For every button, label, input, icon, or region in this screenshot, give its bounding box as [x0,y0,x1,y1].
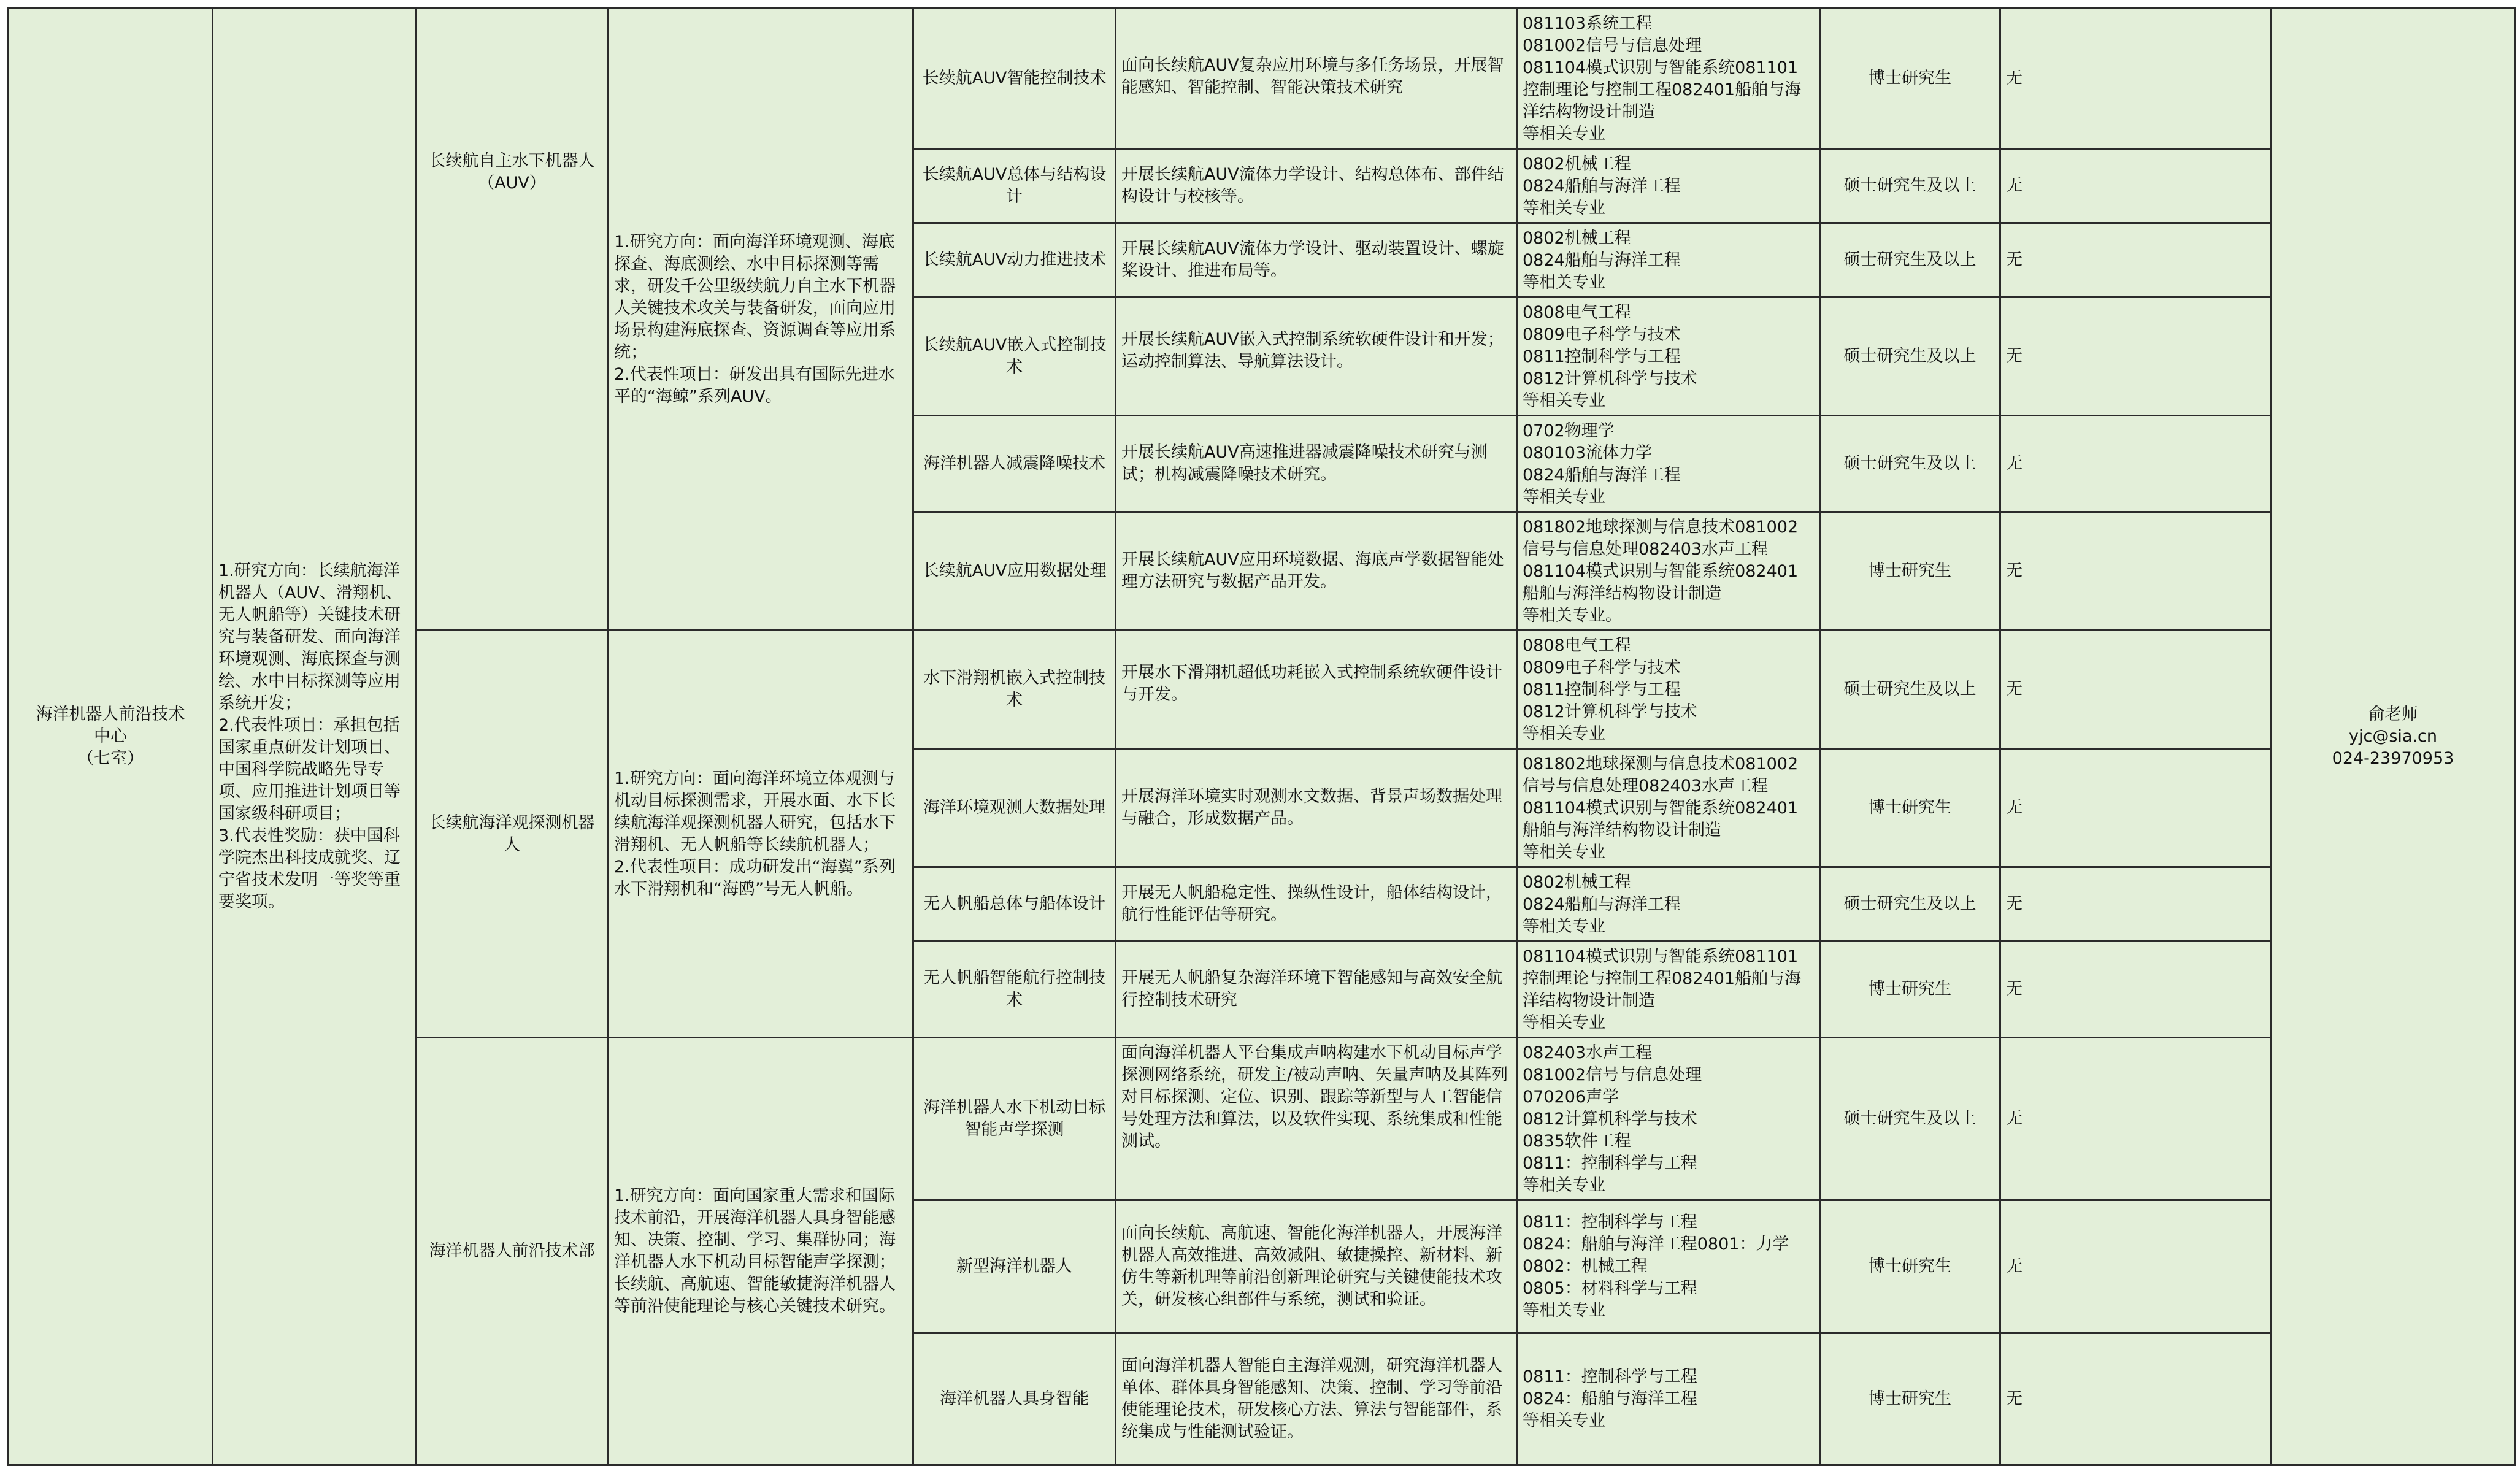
degree-cell: 硕士研究生及以上 [1820,416,2000,512]
other-cell: 无 [2000,297,2272,416]
content-cell: 面向海洋机器人智能自主海洋观测，研究海洋机器人单体、群体具身智能感知、决策、控制、学习等前沿使能理论技术，研发核心方法、算法与智能部件，系统集成与性能测试验证。 [1116,1334,1517,1465]
content-cell: 开展海洋环境实时观测水文数据、背景声场数据处理与融合，形成数据产品。 [1116,749,1517,867]
degree-cell: 博士研究生 [1820,1200,2000,1334]
degree-cell: 硕士研究生及以上 [1820,149,2000,223]
degree-cell: 博士研究生 [1820,1334,2000,1465]
other-cell: 无 [2000,631,2272,749]
majors-cell: 0802机械工程 0824船舶与海洋工程 等相关专业 [1517,867,1820,942]
other-cell: 无 [2000,942,2272,1038]
other-cell: 无 [2000,1200,2272,1334]
group-name-cell: 长续航自主水下机器人 （AUV） [416,9,609,631]
majors-cell: 0802机械工程 0824船舶与海洋工程 等相关专业 [1517,223,1820,297]
degree-cell: 博士研究生 [1820,512,2000,631]
topic-cell: 海洋机器人具身智能 [913,1334,1116,1465]
degree-cell: 硕士研究生及以上 [1820,1038,2000,1200]
recruitment-table [7,7,2516,1466]
other-cell: 无 [2000,512,2272,631]
degree-cell: 硕士研究生及以上 [1820,223,2000,297]
majors-cell: 0811：控制科学与工程 0824：船舶与海洋工程0801：力学 0802：机械工程 0805：材料科学与工程 等相关专业 [1517,1200,1820,1334]
degree-cell: 硕士研究生及以上 [1820,631,2000,749]
degree-cell: 博士研究生 [1820,942,2000,1038]
content-cell: 开展无人帆船复杂海洋环境下智能感知与高效安全航行控制技术研究 [1116,942,1517,1038]
degree-cell: 硕士研究生及以上 [1820,867,2000,942]
other-cell: 无 [2000,416,2272,512]
content-cell: 开展水下滑翔机超低功耗嵌入式控制系统软硬件设计与开发。 [1116,631,1517,749]
center-description-cell: 1.研究方向：长续航海洋机器人（AUV、滑翔机、无人帆船等）关键技术研究与装备研发、面向海洋环境观测、海底探查与测绘、水中目标探测等应用系统开发； 2.代表性项目：承担包括国家重点研发计划项目、中国科学院战略先导专项、应用推进计划项目等国家级科研项目； 3.代表性奖励：获中国科学院杰出科技成就奖、辽宁省技术发明一等奖等重要奖项。 [213,9,416,1465]
content-cell: 面向海洋机器人平台集成声呐构建水下机动目标声学探测网络系统，研发主/被动声呐、矢量声呐及其阵列对目标探测、定位、识别、跟踪等新型与人工智能信号处理方法和算法，以及软件实现、系统集成和性能测试。 [1116,1038,1517,1200]
topic-cell: 新型海洋机器人 [913,1200,1116,1334]
degree-cell: 硕士研究生及以上 [1820,297,2000,416]
group-description-cell: 1.研究方向：面向国家重大需求和国际技术前沿，开展海洋机器人具身智能感知、决策、控制、学习、集群协同；海洋机器人水下机动目标智能声学探测；长续航、高航速、智能敏捷海洋机器人等前沿使能理论与核心关键技术研究。 [609,1038,913,1465]
majors-cell: 081802地球探测与信息技术081002信号与信息处理082403水声工程 081104模式识别与智能系统082401船舶与海洋结构物设计制造 等相关专业 [1517,749,1820,867]
topic-cell: 长续航AUV应用数据处理 [913,512,1116,631]
topic-cell: 长续航AUV动力推进技术 [913,223,1116,297]
contact-cell: 俞老师 yjc@sia.cn 024-23970953 [2272,9,2515,1465]
majors-cell: 0802机械工程 0824船舶与海洋工程 等相关专业 [1517,149,1820,223]
degree-cell: 博士研究生 [1820,9,2000,149]
majors-cell: 0808电气工程 0809电子科学与技术 0811控制科学与工程 0812计算机科学与技术 等相关专业 [1517,297,1820,416]
topic-cell: 海洋环境观测大数据处理 [913,749,1116,867]
other-cell: 无 [2000,149,2272,223]
majors-cell: 081104模式识别与智能系统081101控制理论与控制工程082401船舶与海洋结构物设计制造 等相关专业 [1517,942,1820,1038]
majors-cell: 0811：控制科学与工程 0824：船舶与海洋工程 等相关专业 [1517,1334,1820,1465]
majors-cell: 081103系统工程 081002信号与信息处理 081104模式识别与智能系统081101控制理论与控制工程082401船舶与海洋结构物设计制造 等相关专业 [1517,9,1820,149]
other-cell: 无 [2000,1038,2272,1200]
table-row [9,9,2515,149]
other-cell: 无 [2000,749,2272,867]
group-description-cell: 1.研究方向：面向海洋环境观测、海底探查、海底测绘、水中目标探测等需求，研发千公里级续航力自主水下机器人关键技术攻关与装备研发，面向应用场景构建海底探查、资源调查等应用系统； 2.代表性项目：研发出具有国际先进水平的“海鲸”系列AUV。 [609,9,913,631]
majors-cell: 0702物理学 080103流体力学 0824船舶与海洋工程 等相关专业 [1517,416,1820,512]
topic-cell: 无人帆船智能航行控制技术 [913,942,1116,1038]
topic-cell: 长续航AUV总体与结构设计 [913,149,1116,223]
other-cell: 无 [2000,9,2272,149]
degree-cell: 博士研究生 [1820,749,2000,867]
majors-cell: 082403水声工程 081002信号与信息处理 070206声学 0812计算机科学与技术 0835软件工程 0811：控制科学与工程 等相关专业 [1517,1038,1820,1200]
content-cell: 面向长续航、高航速、智能化海洋机器人，开展海洋机器人高效推进、高效减阻、敏捷操控、新材料、新仿生等新机理等前沿创新理论研究与关键使能技术攻关，研发核心组部件与系统，测试和验证。 [1116,1200,1517,1334]
group-description-cell: 1.研究方向：面向海洋环境立体观测与机动目标探测需求，开展水面、水下长续航海洋观探测机器人研究，包括水下滑翔机、无人帆船等长续航机器人； 2.代表性项目：成功研发出“海翼”系列水下滑翔机和“海鸥”号无人帆船。 [609,631,913,1038]
group-name-cell: 长续航海洋观探测机器人 [416,631,609,1038]
topic-cell: 水下滑翔机嵌入式控制技术 [913,631,1116,749]
topic-cell: 无人帆船总体与船体设计 [913,867,1116,942]
content-cell: 开展长续航AUV应用环境数据、海底声学数据智能处理方法研究与数据产品开发。 [1116,512,1517,631]
majors-cell: 081802地球探测与信息技术081002信号与信息处理082403水声工程 081104模式识别与智能系统082401船舶与海洋结构物设计制造 等相关专业。 [1517,512,1820,631]
other-cell: 无 [2000,867,2272,942]
center-name-cell: 海洋机器人前沿技术 中心 （七室） [9,9,213,1465]
majors-cell: 0808电气工程 0809电子科学与技术 0811控制科学与工程 0812计算机科学与技术 等相关专业 [1517,631,1820,749]
content-cell: 开展长续航AUV嵌入式控制系统软硬件设计和开发；运动控制算法、导航算法设计。 [1116,297,1517,416]
content-cell: 开展无人帆船稳定性、操纵性设计，船体结构设计，航行性能评估等研究。 [1116,867,1517,942]
content-cell: 开展长续航AUV流体力学设计、结构总体布、部件结构设计与校核等。 [1116,149,1517,223]
other-cell: 无 [2000,1334,2272,1465]
topic-cell: 长续航AUV嵌入式控制技术 [913,297,1116,416]
content-cell: 开展长续航AUV高速推进器减震降噪技术研究与测试；机构减震降噪技术研究。 [1116,416,1517,512]
group-name-cell: 海洋机器人前沿技术部 [416,1038,609,1465]
content-cell: 开展长续航AUV流体力学设计、驱动装置设计、螺旋桨设计、推进布局等。 [1116,223,1517,297]
topic-cell: 长续航AUV智能控制技术 [913,9,1116,149]
topic-cell: 海洋机器人水下机动目标智能声学探测 [913,1038,1116,1200]
topic-cell: 海洋机器人减震降噪技术 [913,416,1116,512]
other-cell: 无 [2000,223,2272,297]
content-cell: 面向长续航AUV复杂应用环境与多任务场景，开展智能感知、智能控制、智能决策技术研究 [1116,9,1517,149]
